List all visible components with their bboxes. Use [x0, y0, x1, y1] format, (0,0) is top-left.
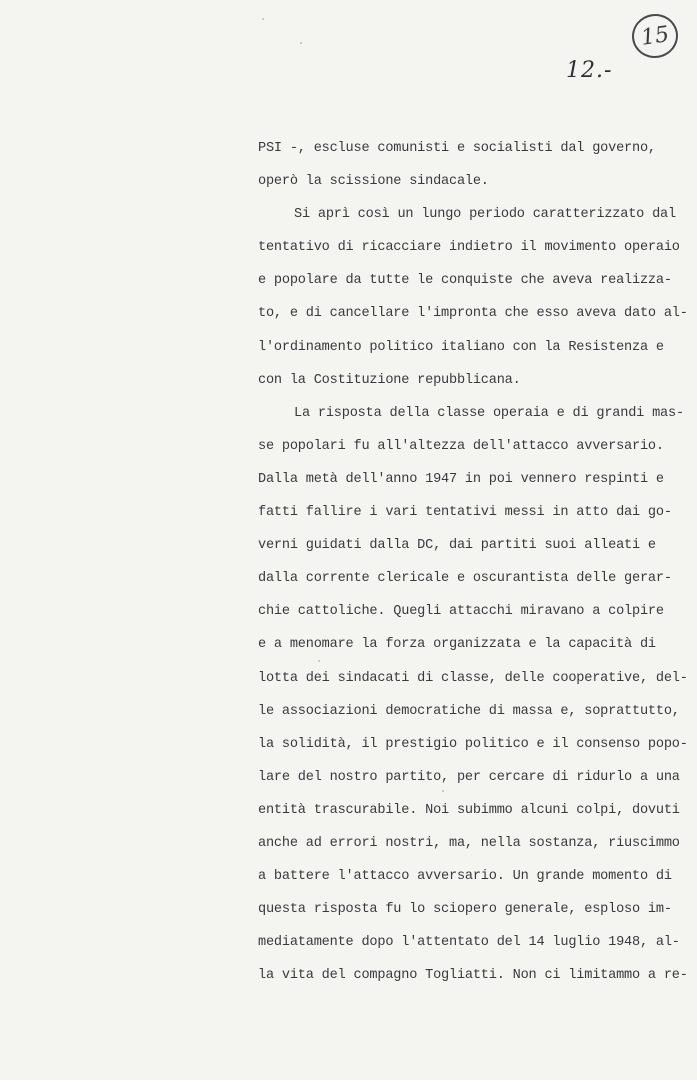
- text-line: Dalla metà dell'anno 1947 in poi vennero respinti e: [258, 471, 664, 487]
- text-line: questa risposta fu lo sciopero generale, esploso im-: [258, 902, 672, 918]
- text-line: entità trascurabile. Noi subimmo alcuni colpi, dovuti: [258, 802, 680, 818]
- text-line: mediatamente dopo l'attentato del 14 luglio 1948, al-: [258, 935, 680, 951]
- text-line: tentativo di ricacciare indietro il movimento operaio: [258, 240, 680, 256]
- text-line: fatti fallire i vari tentativi messi in atto dai go-: [258, 505, 672, 521]
- text-line: dalla corrente clericale e oscurantista delle gerar-: [258, 571, 672, 587]
- paper-speck: [300, 42, 302, 44]
- text-line: to, e di cancellare l'impronta che esso aveva dato al-: [258, 306, 688, 322]
- text-line: lare del nostro partito, per cercare di ridurlo a una: [258, 769, 680, 785]
- paper-speck: [442, 790, 444, 792]
- text-line: verni guidati dalla DC, dai partiti suoi alleati e: [258, 538, 656, 554]
- archive-stamp: [629, 11, 681, 61]
- text-line: Si aprì così un lungo periodo caratterizzato dal: [294, 207, 676, 223]
- stamp-number: 15: [639, 21, 671, 51]
- text-line: a battere l'attacco avversario. Un grande momento di: [258, 869, 672, 885]
- text-line: anche ad errori nostri, ma, nella sostanza, riuscimmo: [258, 835, 680, 851]
- text-line: l'ordinamento politico italiano con la Resistenza e: [258, 339, 664, 355]
- text-line: lotta dei sindacati di classe, delle cooperative, del-: [258, 670, 688, 686]
- text-line: operò la scissione sindacale.: [258, 174, 489, 190]
- text-line: PSI -, escluse comunisti e socialisti dal governo,: [258, 141, 656, 156]
- text-line: se popolari fu all'altezza dell'attacco avversario.: [258, 438, 664, 454]
- text-line: le associazioni democratiche di massa e, soprattutto,: [258, 703, 680, 719]
- body-text: [258, 132, 688, 992]
- paper-speck: [262, 18, 264, 20]
- text-line: con la Costituzione repubblicana.: [258, 372, 521, 388]
- text-line: e popolare da tutte le conquiste che aveva realizza-: [258, 273, 672, 289]
- text-line: la vita del compagno Togliatti. Non ci limitammo a re-: [258, 968, 688, 984]
- text-line: chie cattoliche. Quegli attacchi miravano a colpire: [258, 604, 664, 620]
- text-line: la solidità, il prestigio politico e il consenso popo-: [258, 736, 688, 752]
- text-line: La risposta della classe operaia e di grandi mas-: [294, 405, 684, 421]
- text-line: e a menomare la forza organizzata e la capacità di: [258, 637, 656, 653]
- paper-speck: [318, 660, 320, 662]
- page-number: 12.-: [566, 58, 613, 83]
